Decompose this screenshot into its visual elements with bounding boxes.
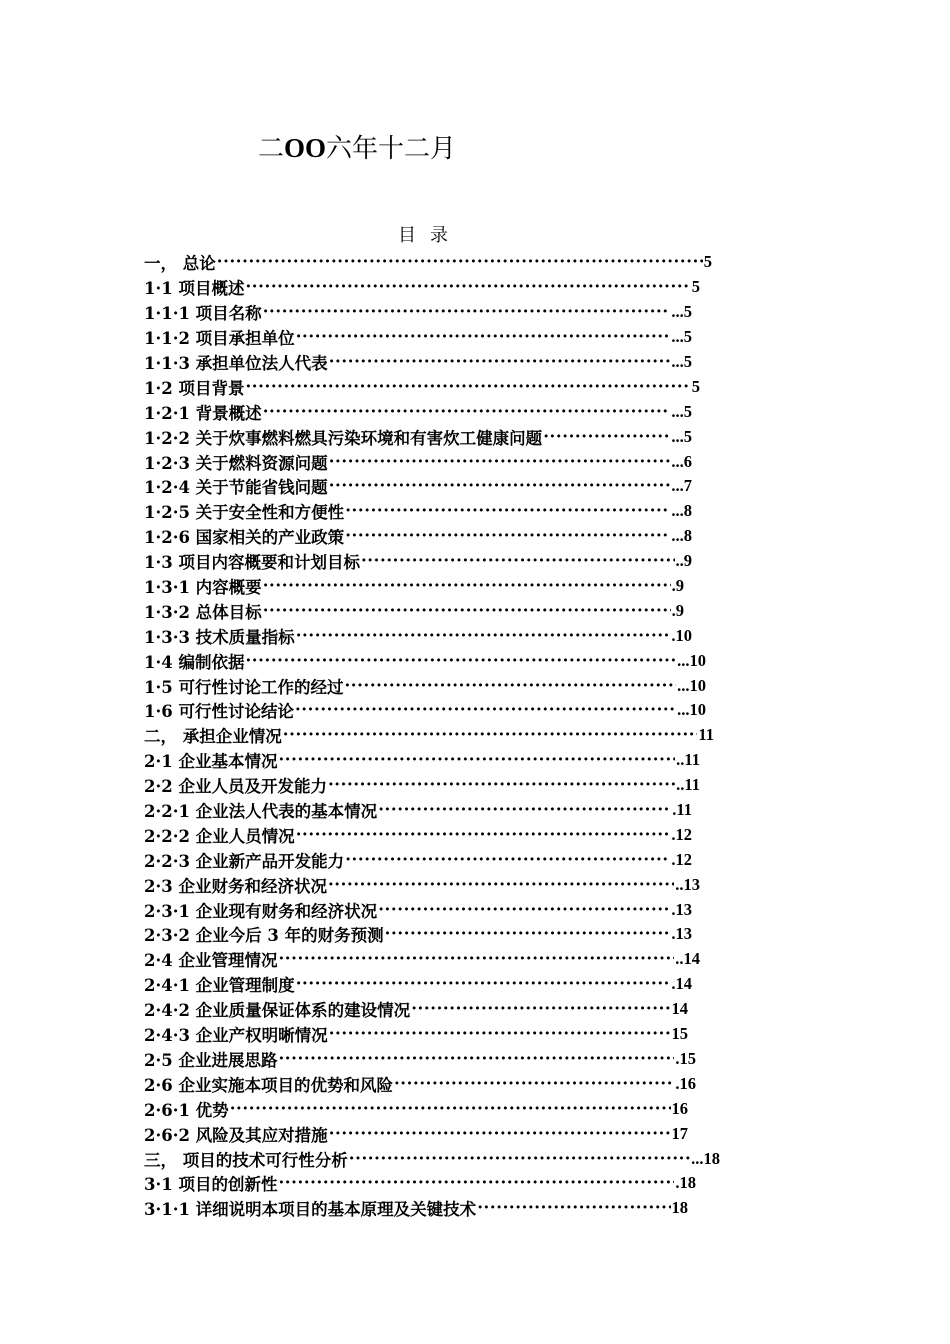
toc-entry-page: ...10 [677,675,706,695]
toc-dot-leader [245,652,676,670]
toc-dot-leader [296,975,671,993]
toc-entry-page: ...5 [671,327,692,347]
toc-entry-page: ...7 [671,476,692,496]
toc-entry[interactable] [144,1022,688,1047]
toc-dot-leader [477,1199,670,1217]
toc-entry-page: 5 [691,277,700,297]
toc-entry-label: 1·1·3 承担单位法人代表 [144,354,328,373]
toc-dot-leader [295,701,676,719]
toc-entry[interactable] [144,350,692,375]
toc-entry-label: 2·4·1 企业管理制度 [144,976,295,996]
toc-entry-page: ..9 [675,551,692,571]
toc-entry[interactable] [144,250,712,275]
toc-entry[interactable] [144,972,692,997]
toc-entry-label: 1·2·5 关于安全性和方便性 [144,503,345,523]
toc-dot-leader [283,726,698,744]
toc-dot-leader [378,801,671,819]
toc-entry-page: ..14 [675,949,700,969]
toc-dot-leader [411,1000,670,1018]
toc-dot-leader [278,751,675,769]
toc-dot-leader [385,925,671,943]
toc-entry-label: 1·2·2 关于炊事燃料燃具污染环境和有害炊工健康问题 [144,428,543,448]
toc-dot-leader [263,403,671,421]
toc-entry[interactable] [144,499,692,524]
toc-entry-page: 17 [671,1123,688,1143]
toc-entry-label: 一， 总论 [144,254,216,274]
toc-entry[interactable] [144,872,700,897]
toc-entry-page: .14 [671,974,692,994]
toc-entry-label: 1·3 项目内容概要和计划目标 [144,553,360,573]
toc-entry[interactable] [144,997,688,1022]
toc-entry-label: 2·4·3 企业产权明晰情况 [144,1026,328,1046]
toc-entry-page: .12 [671,849,692,869]
toc-dot-leader [329,477,671,495]
toc-entry-page: .9 [671,576,684,596]
toc-entry[interactable] [144,673,706,698]
toc-entry-page: ...6 [671,451,692,471]
toc-dot-leader [394,1075,674,1093]
table-of-contents [144,250,720,1221]
toc-entry-label: 2·6·2 风险及其应对措施 [144,1125,328,1145]
toc-entry-page: .15 [675,1048,696,1068]
toc-dot-leader [378,901,670,919]
toc-entry-page: .10 [671,625,692,645]
toc-entry[interactable] [144,773,700,798]
toc-dot-leader [345,851,670,869]
toc-dot-leader [278,950,674,968]
toc-dot-leader [263,303,671,321]
toc-dot-leader [278,1050,674,1068]
toc-entry-label: 2·4 企业管理情况 [144,951,278,971]
toc-entry[interactable] [144,399,692,424]
toc-entry-label: 2·6 企业实施本项目的优势和风险 [144,1075,393,1095]
toc-entry-page: ..11 [676,775,700,795]
toc-entry[interactable] [144,698,706,723]
toc-entry-label: 1·2·4 关于节能省钱问题 [144,478,328,498]
toc-entry[interactable] [144,598,684,623]
toc-entry-page: ...5 [671,401,692,421]
toc-entry-page: .12 [671,824,692,844]
toc-dot-leader [263,602,671,620]
toc-entry-page: ..11 [676,750,700,770]
toc-dot-leader [329,453,671,471]
toc-entry-label: 2·3·1 企业现有财务和经济状况 [144,901,378,921]
toc-dot-leader [230,1100,671,1118]
document-date [258,130,456,167]
toc-entry-page: ...10 [677,700,706,720]
toc-entry[interactable] [144,1196,688,1221]
toc-entry[interactable] [144,574,684,599]
toc-entry-page: 15 [671,1024,688,1044]
toc-entry-page: ...5 [671,426,692,446]
toc-entry-label: 2·2·1 企业法人代表的基本情况 [144,802,378,822]
toc-entry[interactable] [144,922,692,947]
toc-entry[interactable] [144,1096,688,1121]
toc-entry[interactable] [144,897,692,922]
toc-entry-label: 1·1 项目概述 [144,279,245,299]
toc-entry-page: ...8 [671,526,692,546]
toc-entry-label: 1·3·1 内容概要 [144,578,262,598]
toc-entry[interactable] [144,524,692,549]
toc-dot-leader [329,1025,671,1043]
toc-entry-label: 3·1·1 详细说明本项目的基本原理及关键技术 [144,1200,477,1220]
toc-dot-leader [345,502,670,520]
date-suffix: 六年十二月 [326,134,457,164]
toc-entry-label: 1·2·1 背景概述 [144,403,262,423]
toc-entry[interactable] [144,449,692,474]
toc-entry[interactable] [144,648,706,673]
toc-entry-page: .16 [675,1073,696,1093]
toc-entry-page: ...18 [691,1148,720,1168]
toc-entry[interactable] [144,723,714,748]
toc-dot-leader [296,328,671,346]
toc-entry-label: 2·6·1 优势 [144,1100,229,1120]
toc-title: 目录 [398,225,462,246]
toc-entry-page: ...10 [677,650,706,670]
toc-entry-label: 1·2·3 关于燃料资源问题 [144,453,328,473]
toc-entry[interactable] [144,300,692,325]
toc-entry[interactable] [144,275,700,300]
toc-dot-leader [217,253,703,271]
toc-entry-page: .9 [671,600,684,620]
toc-entry[interactable] [144,1071,696,1096]
toc-entry-label: 2·3·2 企业今后 3 年的财务预测 [144,926,384,946]
toc-entry-label: 2·2 企业人员及开发能力 [144,777,327,797]
toc-entry[interactable] [144,549,692,574]
toc-entry[interactable] [144,1171,696,1196]
toc-entry-label: 二， 承担企业情况 [144,727,282,747]
toc-entry-label: 2·3 企业财务和经济状况 [144,876,327,896]
toc-entry-label: 1·6 可行性讨论结论 [144,702,294,722]
toc-dot-leader [329,1125,671,1143]
toc-entry-label: 1·4 编制依据 [144,652,245,672]
toc-entry-label: 2·4·2 企业质量保证体系的建设情况 [144,1001,411,1021]
toc-entry-page: ...5 [671,352,692,371]
toc-entry-page: .13 [671,924,692,944]
toc-entry[interactable] [144,325,692,350]
toc-dot-leader [328,876,674,894]
toc-entry-label: 1·3·2 总体目标 [144,602,262,622]
toc-entry-page: 5 [691,376,700,396]
toc-entry[interactable] [144,374,700,399]
toc-entry[interactable] [144,424,692,449]
toc-entry-label: 1·1·1 项目名称 [144,304,262,324]
toc-dot-leader [245,278,690,296]
toc-entry-page: 16 [671,1098,688,1118]
toc-dot-leader [344,677,676,695]
toc-entry[interactable] [144,1047,696,1072]
toc-dot-leader [278,1174,674,1192]
toc-entry-label: 3·1 项目的创新性 [144,1175,278,1195]
toc-entry-label: 2·1 企业基本情况 [144,752,278,772]
toc-entry-page: .11 [672,800,692,820]
toc-entry-page: 5 [703,252,712,272]
toc-entry-page: 11 [698,725,714,745]
toc-entry[interactable] [144,474,692,499]
toc-entry[interactable] [144,748,700,773]
toc-dot-leader [361,552,675,570]
toc-entry[interactable] [144,798,692,823]
toc-dot-leader [296,826,671,844]
toc-dot-leader [543,428,670,446]
toc-entry-label: 1·5 可行性讨论工作的经过 [144,677,344,697]
toc-entry-page: ..13 [675,874,700,894]
toc-entry-page: ...5 [671,302,692,322]
toc-entry-label: 2·5 企业进展思路 [144,1050,278,1070]
toc-dot-leader [328,776,675,794]
toc-entry-page: ...8 [671,501,692,521]
toc-entry-label: 1·3·3 技术质量指标 [144,627,295,647]
toc-entry-page: 18 [671,1198,688,1218]
toc-entry-label: 1·2 项目背景 [144,378,245,398]
toc-entry-page: 14 [671,999,688,1019]
toc-entry[interactable] [144,623,692,648]
toc-entry-label: 1·1·2 项目承担单位 [144,329,295,349]
date-prefix: 二 [258,134,285,164]
toc-entry[interactable] [144,1146,720,1171]
toc-entry[interactable] [144,822,692,847]
toc-entry-label: 1·2·6 国家相关的产业政策 [144,528,345,548]
toc-entry-label: 三， 项目的技术可行性分析 [144,1150,348,1170]
toc-entry-label: 2·2·2 企业人员情况 [144,826,295,846]
toc-dot-leader [345,527,670,545]
toc-entry-label: 2·2·3 企业新产品开发能力 [144,851,345,871]
toc-entry[interactable] [144,1121,688,1146]
date-oo: OO [284,133,327,163]
toc-dot-leader [296,627,671,645]
toc-dot-leader [245,378,690,396]
toc-dot-leader [349,1150,690,1168]
toc-entry-page: .18 [675,1173,696,1193]
toc-dot-leader [329,353,671,371]
toc-entry[interactable] [144,847,692,872]
toc-entry-page: .13 [671,899,692,919]
toc-entry[interactable] [144,947,700,972]
toc-dot-leader [263,577,671,595]
